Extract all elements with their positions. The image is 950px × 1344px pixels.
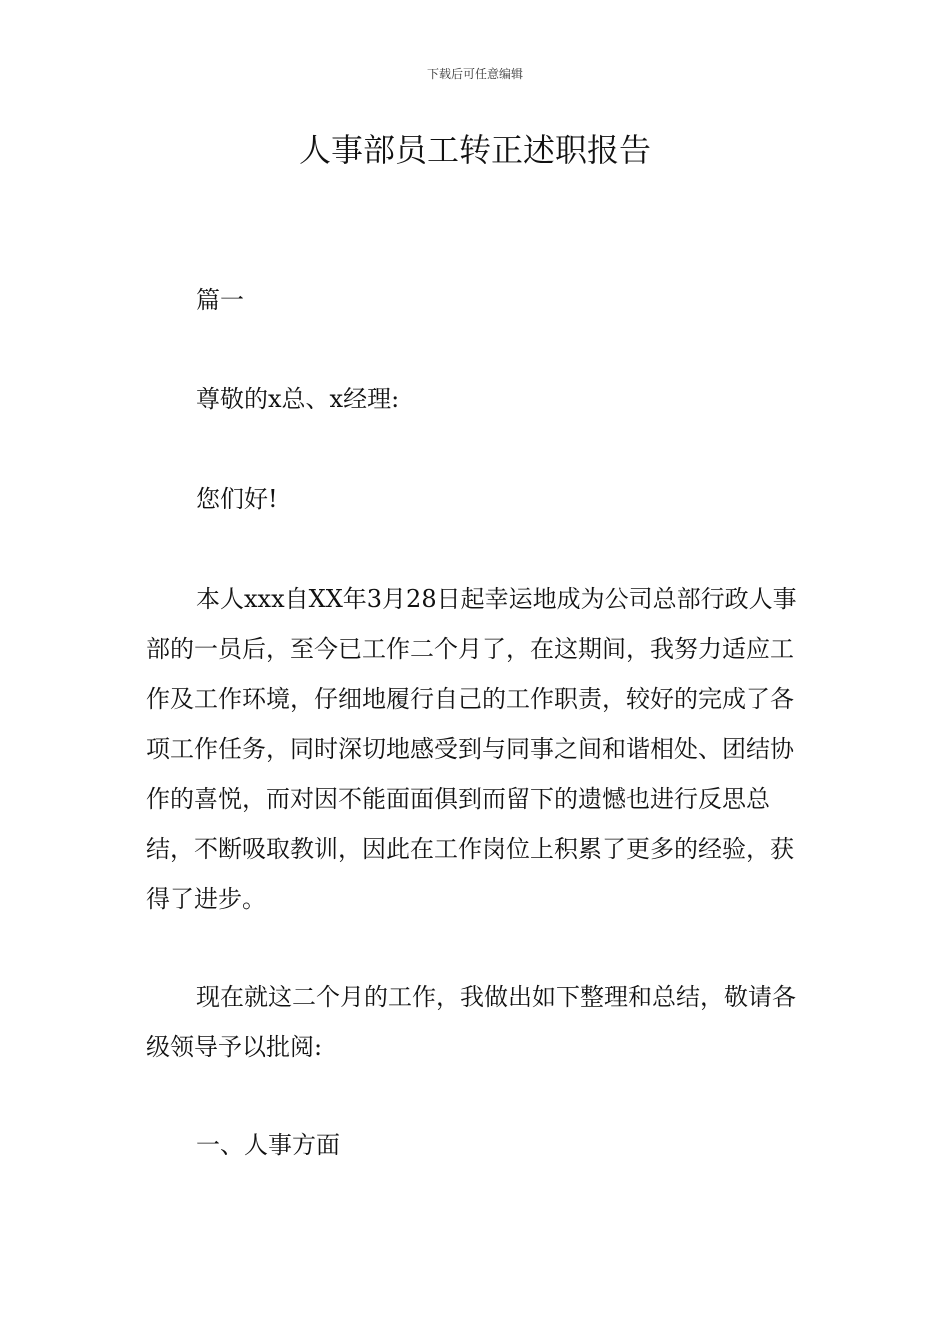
header-note: 下载后可任意编辑 [426, 67, 523, 81]
greeting: 您们好! [196, 485, 278, 513]
page-title: 人事部员工转正述职报告 [298, 131, 651, 169]
section-label: 篇一 [196, 286, 244, 314]
section-heading: 一、人事方面 [196, 1131, 340, 1159]
salutation: 尊敬的x总、x经理: [196, 385, 400, 413]
intro-paragraph: 本人xxx自XX年3月28日起幸运地成为公司总部行政人事部的一员后，至今已工作二个月了，在这期间，我努力适应工作及工作环境，仔细地履行自己的工作职责，较好的完成了各项工作任务，同时深切地感受到与同事之间和谐相处、团结协作的喜悦，而对因不能面面俱到而留下的遗憾也进行反思总结，不断吸取教训，因此在工作岗位上积累了更多的经验，获得了进步。 [146, 585, 797, 913]
summary-paragraph: 现在就这二个月的工作，我做出如下整理和总结，敬请各级领导予以批阅: [146, 983, 796, 1061]
